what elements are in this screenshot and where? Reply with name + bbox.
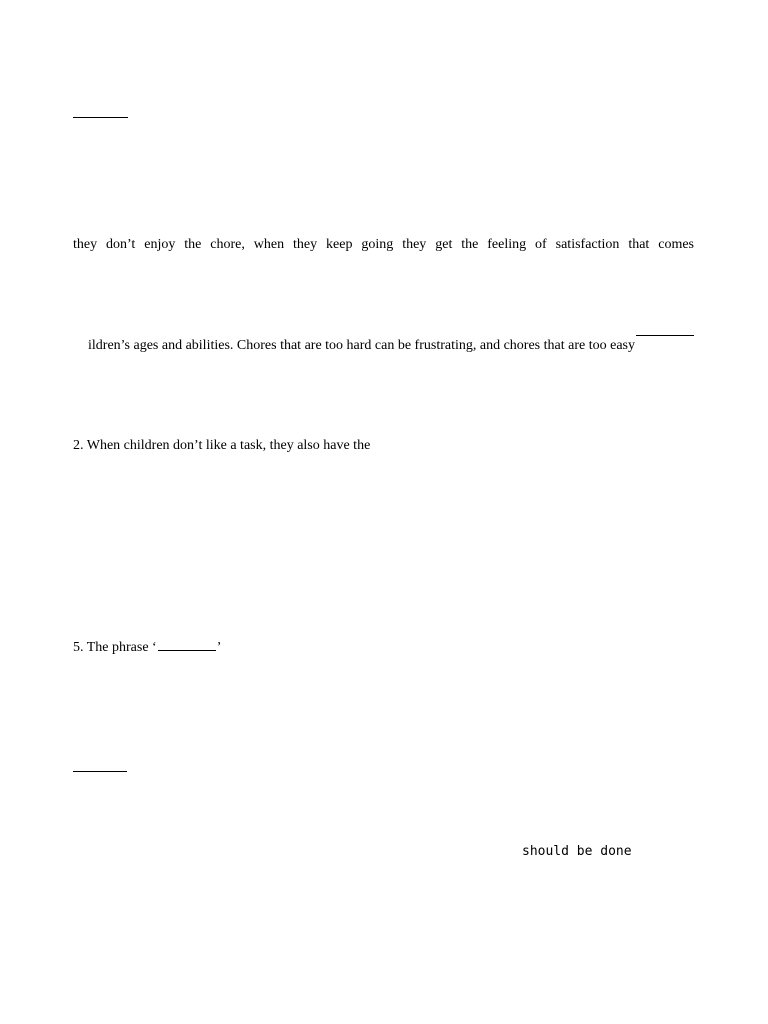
answer-blank-rule [636, 335, 694, 336]
trailing-text: should be done [522, 844, 632, 859]
paragraph-line-2: ildren’s ages and abilities. Chores that are too hard can be frustrating, and chores that are too easy [88, 338, 635, 353]
top-rule [73, 117, 128, 118]
section-rule [73, 771, 127, 772]
question-5 [73, 638, 221, 657]
paragraph-line-1: they don’t enjoy the chore, when they keep going they get the feeling of satisfaction that comes [73, 237, 694, 252]
question-5-blank [158, 638, 216, 651]
question-2: 2. When children don’t like a task, they also have the [73, 438, 371, 453]
question-5-prefix: 5. The phrase ‘ [73, 640, 157, 655]
question-5-suffix: ’ [216, 640, 222, 655]
